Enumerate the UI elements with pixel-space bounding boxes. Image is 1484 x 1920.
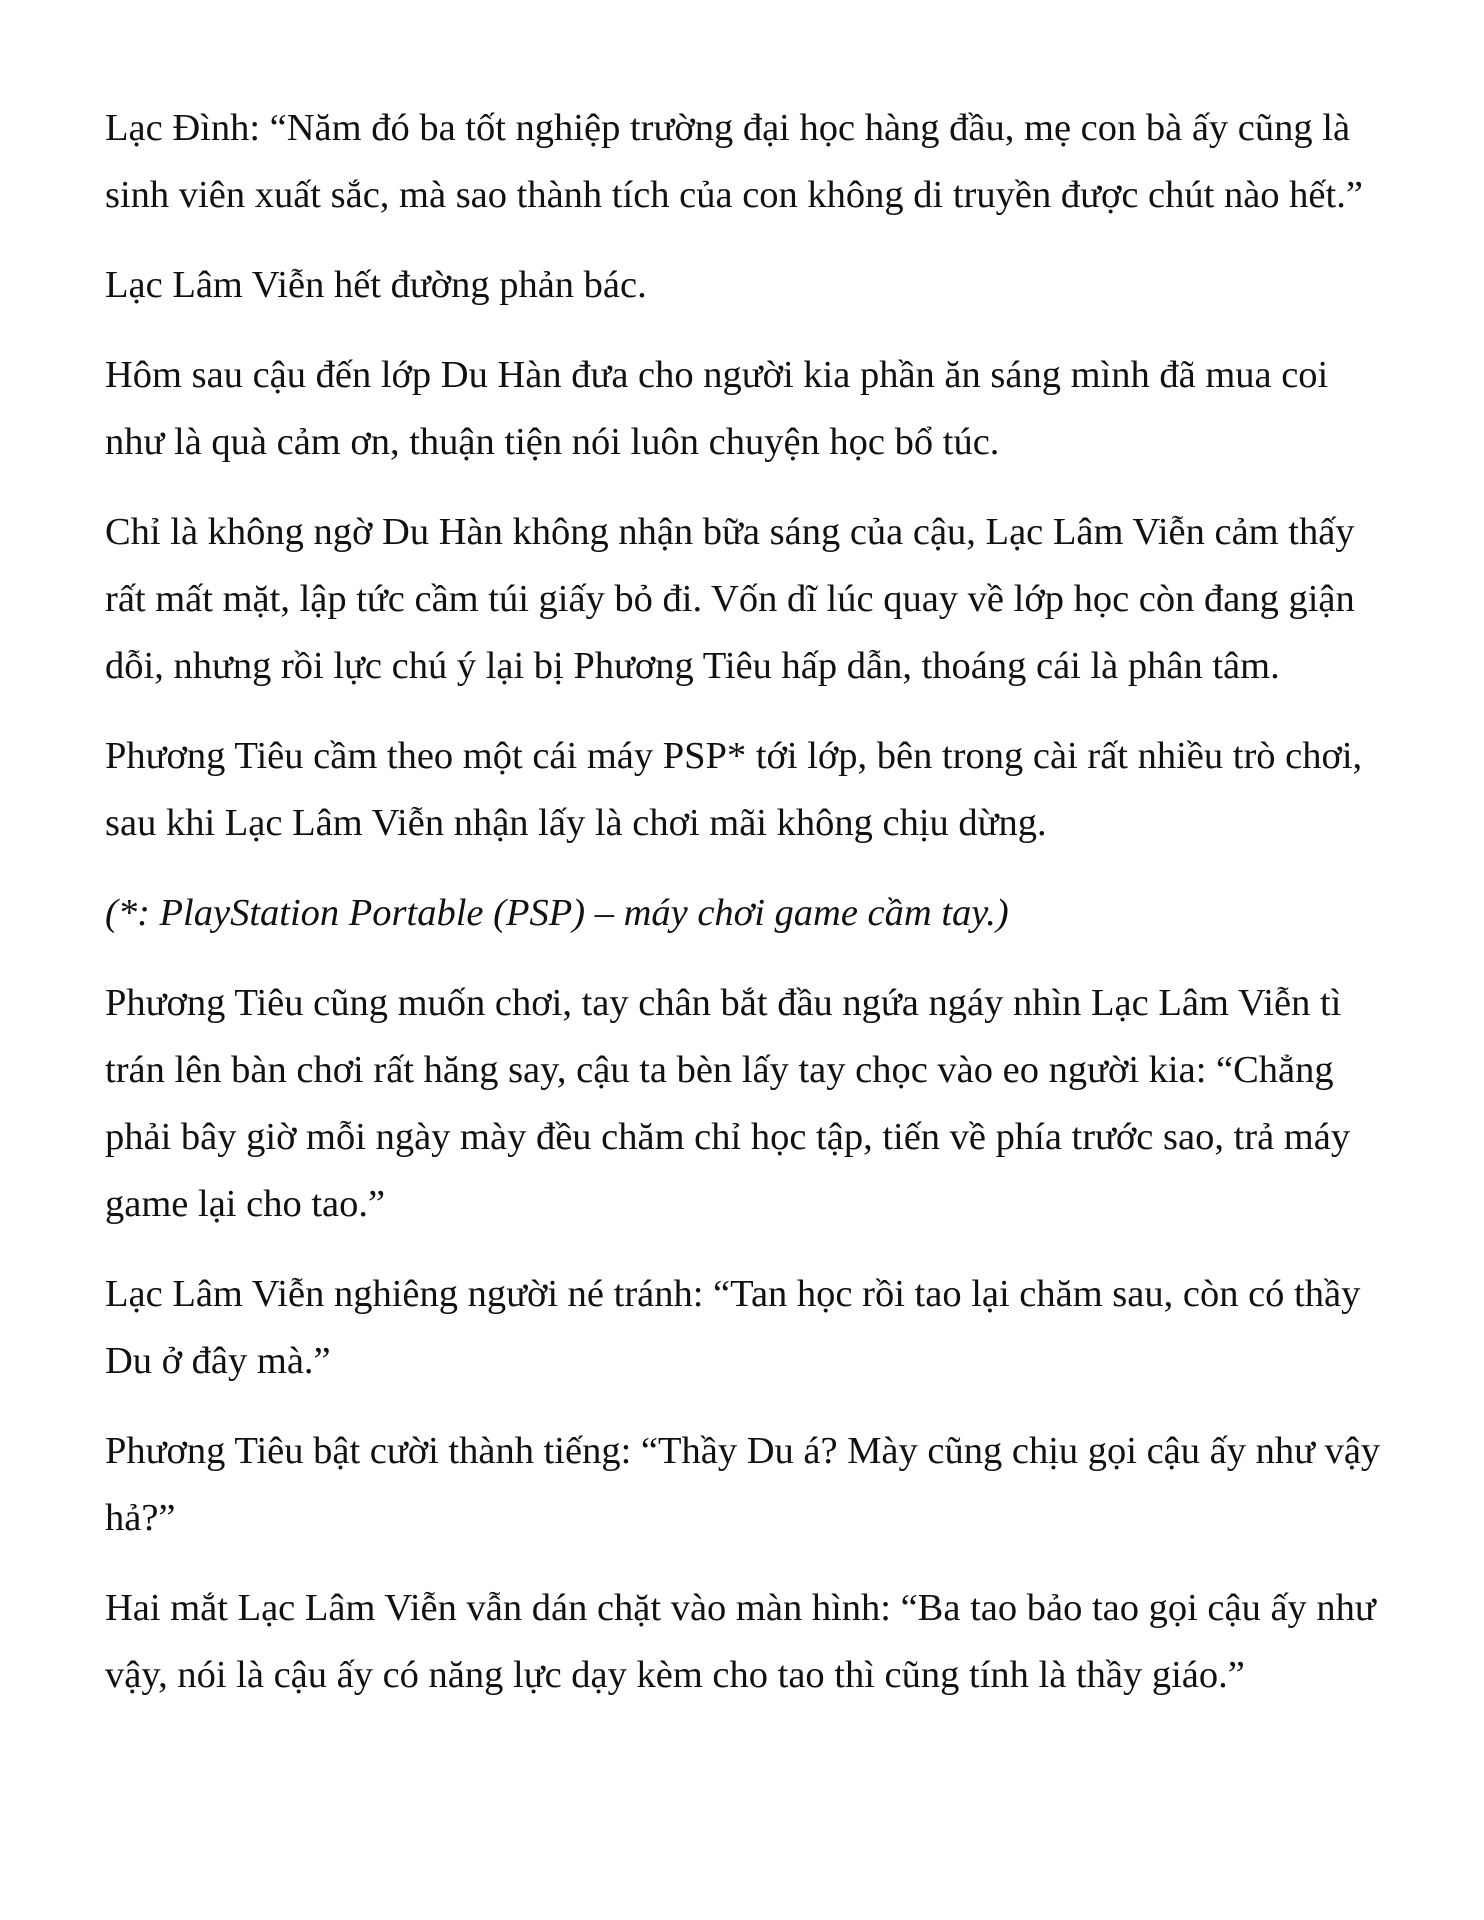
paragraph-8: Lạc Lâm Viễn nghiêng người né tránh: “Tan học rồi tao lại chăm sau, còn có thầy Du ở đây mà.” <box>105 1273 1361 1382</box>
document-page <box>105 95 1385 1732</box>
footnote-psp: (*: PlayStation Portable (PSP) – máy chơi game cầm tay.) <box>105 892 1009 934</box>
paragraph-9: Phương Tiêu bật cười thành tiếng: “Thầy Du á? Mày cũng chịu gọi cậu ấy như vậy hả?” <box>105 1430 1381 1539</box>
paragraph-5: Phương Tiêu cầm theo một cái máy PSP* tới lớp, bên trong cài rất nhiều trò chơi, sau khi Lạc Lâm Viễn nhận lấy là chơi mãi không chịu dừng. <box>105 735 1363 844</box>
paragraph-4: Chỉ là không ngờ Du Hàn không nhận bữa sáng của cậu, Lạc Lâm Viễn cảm thấy rất mất mặt, lập tức cầm túi giấy bỏ đi. Vốn dĩ lúc quay về lớp học còn đang giận dỗi, nhưng rồi lực chú ý lại bị Phương Tiêu hấp dẫn, thoáng cái là phân tâm. <box>105 511 1355 687</box>
paragraph-10: Hai mắt Lạc Lâm Viễn vẫn dán chặt vào màn hình: “Ba tao bảo tao gọi cậu ấy như vậy, nói là cậu ấy có năng lực dạy kèm cho tao thì cũng tính là thầy giáo.” <box>105 1587 1376 1696</box>
paragraph-7: Phương Tiêu cũng muốn chơi, tay chân bắt đầu ngứa ngáy nhìn Lạc Lâm Viễn tì trán lên bàn chơi rất hăng say, cậu ta bèn lấy tay chọc vào eo người kia: “Chẳng phải bây giờ mỗi ngày mày đều chăm chỉ học tập, tiến về phía trước sao, trả máy game lại cho tao.” <box>105 982 1351 1225</box>
paragraph-2: Lạc Lâm Viễn hết đường phản bác. <box>105 264 647 306</box>
paragraph-1: Lạc Đình: “Năm đó ba tốt nghiệp trường đại học hàng đầu, mẹ con bà ấy cũng là sinh viên xuất sắc, mà sao thành tích của con không di truyền được chút nào hết.” <box>105 107 1363 216</box>
paragraph-3: Hôm sau cậu đến lớp Du Hàn đưa cho người kia phần ăn sáng mình đã mua coi như là quà cảm ơn, thuận tiện nói luôn chuyện học bổ túc. <box>105 354 1329 463</box>
